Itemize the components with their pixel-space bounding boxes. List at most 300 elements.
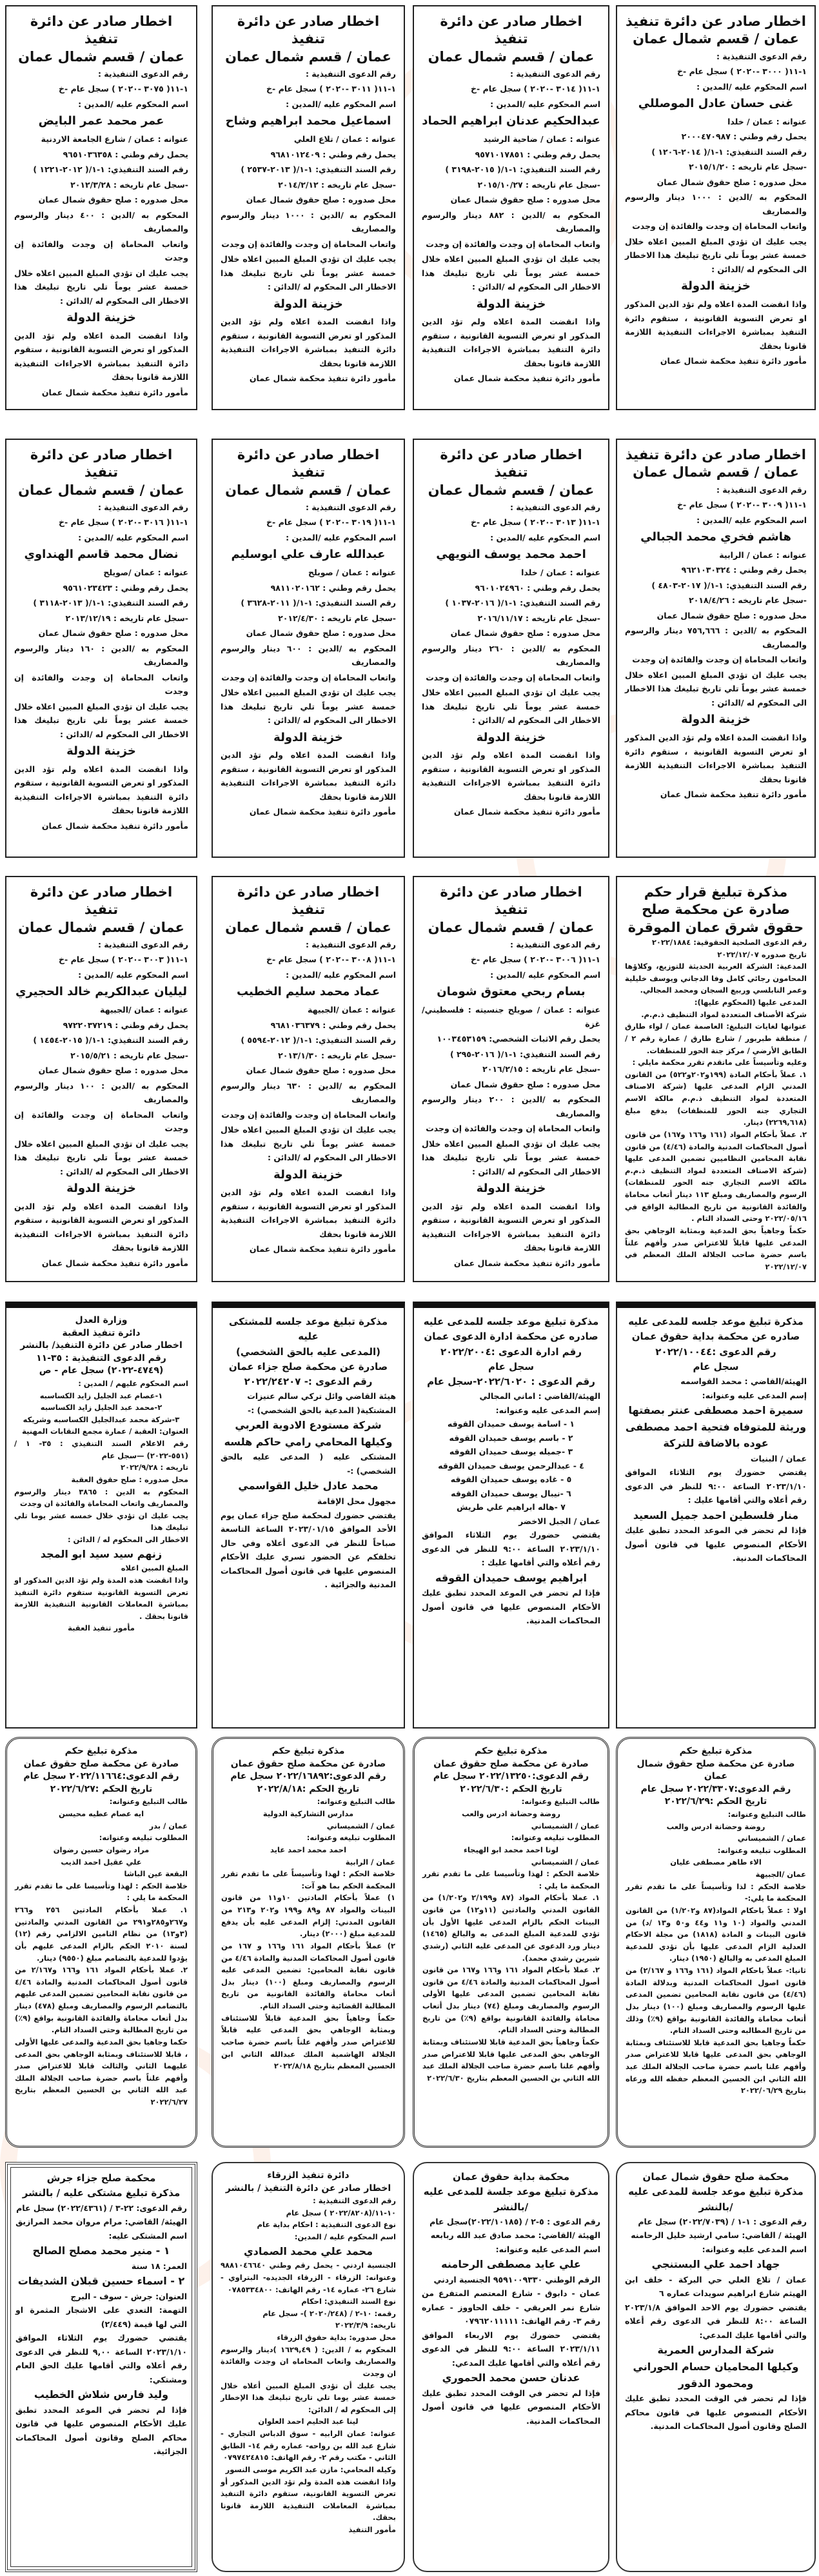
label: يحمل رقم وطني :	[115, 1020, 188, 1030]
bond-date	[422, 178, 600, 192]
bond-number	[14, 163, 188, 177]
notice-text: تاريخ صدوره ٢٠٢٢/١٢/٠٧	[717, 949, 807, 959]
label: يحمل رقم وطني :	[527, 582, 600, 593]
label: عنوانه :	[568, 1005, 600, 1015]
issuing-court	[625, 609, 807, 623]
label: -سجل عام	[354, 1050, 396, 1060]
notice-heading: صادرة عن محكمة صلح حقوق شمال عمان	[636, 1758, 795, 1782]
issuing-court	[221, 1064, 396, 1078]
notice-heading: مذكرة تبليغ مشتكى عليه / بالنشر	[22, 2187, 181, 2199]
creditor-name	[221, 295, 396, 314]
case-number-value: ٣٠١٣ -٢٠٢٠	[530, 517, 576, 528]
bond-date	[14, 611, 188, 626]
notice-text: يجب عليك ان تؤدي خلال خمسه عشر يوما تلي تبليغك هذا	[14, 1511, 188, 1532]
debt-amount-value: ١٠٠٠	[285, 210, 305, 220]
warning-text: واذا انقضت المدة اعلاه ولم تؤد الدين المذكور او تعرض التسوية القانونية ، ستقوم دائرة التنفيذ بمباشرة الاجراءات التنفيذية اللازمة قانونا بحقك	[221, 750, 396, 802]
party-name: مراد رضوان حسين رضوان	[53, 1845, 150, 1854]
court-notice	[413, 1737, 609, 2148]
warning-text	[422, 1200, 600, 1255]
payment-notice-text: يجب عليك ان تؤدي المبلغ المبين اعلاه خلال خمسة عشر يوماً تلي تاريخ تبليغك هذا الاخطار الى المحكوم له /الدائن :	[221, 688, 396, 726]
officer-signature-text: مأمور دائرة تنفيذ محكمة شمال عمان	[41, 1258, 188, 1268]
notice-subtitle	[625, 30, 807, 48]
bond-date	[625, 160, 807, 174]
notice-heading: رقم الدعوى :- ٢٠٢٢/٢٤٢٠٧	[244, 1376, 373, 1387]
suffix: )	[241, 1035, 245, 1045]
fees-text: واتعاب المحاماة إن وجدت والفائدة إن وجدت	[632, 655, 807, 665]
party-name: سميرة احمد مصطفى عنتر بصفتها وريثة للمتوفاه فتحية احمد مصطفى عوده بالاضافة للتركة	[625, 1404, 807, 1450]
debt-amount-value: ٨٨٢	[489, 210, 504, 220]
creditor-name-value: خزينة الدولة	[273, 730, 343, 744]
notice-text: المحكوم به الدين : ٣٨٦٥ دينار والرسوم والمصاريف واتعاب المحاماة والفائدة ان وجدت	[14, 1487, 188, 1509]
fees-text: واتعاب المحاماة إن وجدت والفائدة إن وجدت	[632, 221, 807, 232]
officer-signature-text: مأمور دائرة تنفيذ محكمة شمال عمان	[453, 807, 600, 817]
label: اسم المحكوم عليه /المدين :	[696, 81, 807, 92]
payment-notice-text: يجب عليك ان تؤدي المبلغ المبين اعلاه خلال خمسة عشر يوماً تلي تاريخ تبليغك هذا الاخطار الى المحكوم له /الدائن :	[625, 669, 807, 708]
payment-notice-text: يجب عليك ان تؤدي المبلغ المبين اعلاه خلال خمسة عشر يوماً تلي تاريخ تبليغك هذا الاخطار الى المحكوم له /الدائن :	[422, 688, 600, 726]
label: اسم المحكوم عليه /المدين :	[696, 515, 807, 525]
notice-text: الهيئة/ القاضي: مرام مروان محمد المرازيق	[15, 2217, 187, 2226]
address-value: عمان / صويلح	[308, 568, 363, 578]
suffix: ) سجل عام -خ	[677, 500, 734, 510]
court-notice	[616, 2162, 816, 2572]
label: رقم الدعوى التنفيذية :	[97, 502, 188, 512]
label: تاريخه :	[321, 1050, 352, 1060]
prefix: ١-١١(	[578, 955, 600, 965]
fees-text	[422, 1122, 600, 1136]
label: تاريخه :	[321, 179, 352, 190]
fees-text	[221, 671, 396, 685]
court-notice	[212, 1737, 405, 2148]
notice-text: واذا انقضت هذه المدة ولم تؤد الدين المذكور او تعرض التسوية القانونية ستقوم دائرة التنفيذ بمباشرة المعاملات القانونية التنفيذية اللازمة قانونا بحقك .	[14, 1575, 188, 1621]
notice-text: واذا انقضت هذه المدة ولم تؤد الدين المذكور أو تعرض التسوية القانونية، ستقوم دائرة التنفيذ بمباشرة المعاملات التنفيذية اللازمة قانونا بحقك.	[221, 2477, 396, 2522]
notice-text: يقتضي حضورك يوم الثلاثاء الموافق ٢٠٢٣/١/١٠ الساعة ٩:٠٠ للنظر في الدعوى رقم أعلاه والتي أقامها عليك :	[625, 1467, 807, 1505]
label: تاريخه :	[113, 613, 144, 623]
label: رقم الدعوى التنفيذية :	[716, 484, 807, 495]
subtitle-line: عمان / قسم شمال عمان	[18, 482, 184, 498]
debt-amount-value: ٢٠٠	[489, 1095, 504, 1105]
issuing-court	[625, 175, 807, 190]
label: عنوانه :	[569, 134, 600, 144]
suffix: دينار والرسوم والمصاريف	[625, 192, 807, 216]
payment-notice	[14, 266, 188, 308]
bond-number-value: ٢٠١١-٣٦٢٨	[247, 598, 290, 608]
notice-heading: صادرة عن محكمة صلح حقوق عمان	[230, 1758, 386, 1769]
address	[221, 132, 396, 146]
fees-text: واتعاب المحاماة إن وجدت والفائدة إن وجدت	[426, 1124, 600, 1134]
party-name: ٣ -جميله يوسف حميدان القوقه	[449, 1447, 573, 1457]
warning-text	[422, 315, 600, 370]
notice-title	[221, 446, 396, 482]
address-value: عمان /الجبيهة	[308, 1005, 363, 1015]
notice-text: وكيله المحامي: مازن عبد الكريم موسى النسور	[225, 2464, 396, 2474]
label: رقم السند التنفيذي: ١-١/(	[704, 146, 807, 157]
creditor-name	[221, 729, 396, 748]
court-notice	[5, 1302, 197, 1729]
bond-date	[221, 1049, 396, 1063]
national-id	[422, 581, 600, 595]
label: عنوانه :	[776, 116, 807, 126]
notice-title	[422, 884, 600, 919]
fees-text: واتعاب المحاماة إن وجدت والفائدة إن وجدت	[426, 672, 600, 682]
bond-number	[625, 145, 807, 159]
label: المحكوم به /الدين :	[310, 210, 396, 220]
issuing-court-text: محل صدوره : صلح حقوق شمال عمان	[38, 628, 188, 639]
warning-text: واذا انقضت المدة اعلاه ولم تؤد الدين المذكور او تعرض التسوية القانونية ، ستقوم دائرة التنفيذ بمباشرة الاجراءات التنفيذية اللازمة قانونا بحقك	[625, 299, 807, 351]
label: -سجل عام	[146, 613, 188, 623]
case-number	[221, 953, 396, 967]
suffix: ) سجل عام -خ	[59, 517, 115, 528]
notice-text: عمان / الجبل الاخضر	[518, 1516, 600, 1526]
case-number-value: ٣٠١٩ -٢٠٢٠	[326, 517, 371, 528]
officer-signature-text: مأمور دائرة تنفيذ محكمة شمال عمان	[249, 373, 396, 384]
notice-text: المشتكية( المدعية بالحق الشخصي) :-	[248, 1405, 396, 1415]
party-name: ايه عصام عطيه محيسن	[58, 1809, 144, 1818]
debtor-name	[422, 112, 600, 131]
notice-text: المطلوب تبليغه وعنوانه:	[99, 1833, 188, 1843]
notice-text: عمان / الشميساني	[737, 1834, 806, 1843]
notice-text: اولا : عملاً باحكام المواد(٨٧ و١/٢٠٢) من القانون المدني والمواد (١٠ و١١ و٤٤ و٥٠ و١٣ /د) من قانون البينات و المادة (١٨١٨) من مجلة الاحكام العدلية الزام المدعى عليها بأن تؤدي للمدعية المبلغ المدعى به والبالغ (١٩٥٠) دينار.	[626, 1905, 807, 1963]
notice-text: إسم المدعى عليه وعنوانه:	[702, 1390, 807, 1400]
suffix: )	[241, 164, 245, 175]
officer-signature	[422, 1256, 600, 1271]
subtitle-line: عمان / قسم شمال عمان	[428, 48, 595, 64]
notice-text: خلاصة الحكم : لهذا وتأسيسا على ما تقدم تقرر المحكمة ما يلي :	[15, 1881, 188, 1903]
suffix: )	[651, 580, 656, 590]
bond-number	[422, 1047, 600, 1062]
suffix: دينار والرسوم والمصاريف	[221, 643, 396, 668]
address	[625, 548, 807, 562]
officer-signature-text: مأمور دائرة تنفيذ محكمة شمال عمان	[660, 356, 807, 366]
party-name: احمد محمد احمد عايد	[270, 1845, 347, 1854]
officer-signature-text: مأمور دائرة تنفيذ محكمة شمال عمان	[41, 387, 188, 397]
notice-text: شركة الأصناف المتعددة لمواد التنظيف ذ.م.م.	[641, 1009, 807, 1019]
payment-notice	[221, 1123, 396, 1165]
suffix: ) سجل عام -خ	[266, 955, 323, 965]
fees-text: واتعاب المحاماة إن وجدت والفائدة إن وجدت	[426, 239, 600, 249]
label: رقم السند التنفيذي: ١-١/(	[293, 598, 396, 608]
notice-text: اسم المدعى عليه وعنوانه:	[702, 2244, 807, 2254]
issuing-court	[14, 193, 188, 207]
payment-notice	[422, 686, 600, 728]
suffix: )	[449, 1049, 454, 1059]
officer-signature	[422, 805, 600, 819]
title-line: اخطار صادر عن دائرة تنفيذ	[30, 884, 173, 918]
court-notice	[5, 1737, 197, 2148]
label: -سجل عام	[558, 613, 600, 623]
bond-date-value: ٢٠١٣/١٢/١٩	[65, 613, 111, 623]
label: اسم المحكوم عليه /المدين :	[490, 99, 600, 109]
party-name: ١ - منير محمد مصلح الصالح	[32, 2244, 170, 2257]
party-name: زنهم سيد سيد ابو المجد	[40, 1547, 163, 1560]
party-name: الاء طاهر مصطفى عليان	[670, 1858, 762, 1867]
case-number-value: ٣٠٧٥ -٢٠٢٠	[118, 84, 164, 94]
notice-title	[221, 13, 396, 48]
creditor-name	[14, 1180, 188, 1198]
party-name: علي عايد مصطفى الرحامنه	[441, 2258, 581, 2271]
case-label	[14, 67, 188, 81]
notice-heading: صادرة عن محكمة صلح حقوق عمان	[23, 1758, 179, 1769]
fees-text: واتعاب المحاماة إن وجدت والفائدة إن وجدت	[221, 239, 396, 249]
issuing-court	[422, 626, 600, 640]
notice-text: يقتضي حضورك يوم الثلاثاء الموافق ٢٠٢٣/١/١٠ الساعة ٩,٠٠ للنظر في الدعوى رقم أعلاه والتي أقامها عليك الحق العام ومشتكي:	[15, 2333, 187, 2384]
label: رقم السند التنفيذي: ١-١/(	[293, 1035, 396, 1045]
debt-amount-value: ١٦٠	[80, 643, 95, 653]
bond-date-value: ٢٠١٥/٥/٢١	[70, 1050, 111, 1060]
notice-heading: محكمة صلح حقوق شمال عمان	[642, 2171, 789, 2183]
notice-text: فإذا لم تحضر في الموعد المحدد تطبق عليك الأحكام المنصوص عليها في قانون أصول المحاكمات المدنية.	[625, 1525, 807, 1563]
notice-text: فإذا لم تحضر في الوقت المحدد تطبق عليك الأحكام المنصوص عليها في قانون أصول المحاكمات المدنية.	[422, 2388, 600, 2426]
notice-text: الهيئة / القاضي: سامي ارشيد خليل الرحامنه	[631, 2230, 807, 2241]
notice-text: محل صدوره: بداية حقوق الزرقاء	[277, 2333, 396, 2343]
case-number	[422, 515, 600, 530]
notice-subtitle	[14, 919, 188, 936]
debtor-name-value: اسماعيل محمد ابراهيم وشاح	[225, 114, 391, 128]
debtor-name	[221, 983, 396, 1002]
notice-heading: سجل عام	[693, 1360, 739, 1372]
notice-text: طالب التبليغ وعنوانه:	[521, 1797, 600, 1807]
notice-title	[422, 13, 600, 48]
party-name: وليد فارس شلاش الخطيب	[34, 2388, 169, 2401]
national-id-value: ٩٦٨١٠٣٦٣٧٩	[270, 1020, 320, 1030]
bond-date	[422, 1062, 600, 1076]
bond-date	[221, 611, 396, 626]
fees-text: واتعاب المحاماة إن وجدت والفائدة إن وجدت	[14, 239, 188, 263]
prefix: ١-١١(	[578, 517, 600, 528]
party-name: ٦ -نيبال يوسف حميدان القوقه	[451, 1488, 571, 1498]
national-id-value: ٩٦٥١٠٣٦٣٥٨	[63, 149, 112, 159]
execution-notice	[5, 5, 197, 410]
debt-amount	[14, 1079, 188, 1107]
bond-number-value: ٢٠١٤-١٢٠٦	[658, 146, 701, 157]
fees-text	[14, 1108, 188, 1136]
notice-heading: اخطار صادر عن دائرة التنفيذ/ بالنشر	[20, 1340, 183, 1351]
payment-notice	[625, 668, 807, 710]
notice-heading: مذكرة تبليغ حكم	[64, 1746, 138, 1756]
party-name: ٢ - اسماء حسين قبلان الشديفات	[17, 2275, 185, 2288]
fees-text: واتعاب المحاماة إن وجدت والفائدة إن وجدت	[14, 672, 188, 697]
notice-text: يقتضي حضورك يوم الثلاثاء الموافق ٢٠٢٣/١/١٠ الساعة ٩:٠٠ للنظر في الدعوى رقم أعلاه والتي أقامها عليك :	[422, 1530, 600, 1568]
bond-number-value: ٢٠١٢-١٢٢١	[39, 164, 83, 175]
notice-heading: صادرة عن محكمة صلح جزاء عمان	[228, 1360, 388, 1372]
notice-text: رقم الدعوى الصلحية الحقوقية: ٢٠٢٢/١٨٨٤	[651, 937, 807, 947]
court-notice	[616, 1737, 816, 2148]
debtor-name	[221, 112, 396, 131]
notice-text: المطلوب تبليغه وعنوانه:	[511, 1833, 600, 1843]
label: عنوانه :	[365, 134, 396, 144]
notice-heading: محكمة بداية حقوق عمان	[453, 2171, 569, 2183]
label: اسم المحكوم عليه /المدين :	[286, 99, 396, 109]
court-notice	[413, 2162, 609, 2572]
subtitle-line: عمان / قسم شمال عمان	[225, 482, 391, 498]
label: المحكوم به /الدين :	[511, 643, 600, 653]
notice-text: ١) عملاً بأحكام المادتين ١٠و١١ من قانون البينات والمواد ٨٧ و٨٩ و١٩٩ و٢٠٢ و٢١٣ من القانون المدني: إلزام المدعى عليه بأن يدفع للمدعية مبلغ (٢٠٠٠) دينار.	[221, 1893, 396, 1939]
bond-date-value: ٢٠١٦/١١/١٧	[477, 613, 523, 623]
label: تاريخه :	[732, 595, 763, 606]
notice-text: ٢. عملاً بأحكام المواد (١٦١ و١٦٦ و١٦٧) من قانون أصول المحاكمات المدنية والمادة (٤/٤٦) من قانون نقابة المحامين النظاميين تضمين المدعى عليها (شركة الاصناف المتعددة لمواد التنظيف ذ.م.م مالكة الاسم التجاري جنه الحور للمنظفات) الرسوم والمصاريف ومبلغ ١١٣ دينار أتعاب محاماة والفائدة القانونية من تاريخ المطالبة الواقع في ٢٠٢٢/٠٥/١٦ وحتى السداد التام .	[625, 1129, 807, 1224]
creditor-name-value: خزينة الدولة	[273, 1167, 343, 1182]
bond-number-value: ٢٠١٦-١٠٣٧	[451, 598, 495, 608]
bond-date	[625, 593, 807, 608]
officer-signature-text: مأمور دائرة تنفيذ محكمة شمال عمان	[41, 820, 188, 831]
label: -سجل عام	[354, 179, 396, 190]
suffix: )	[651, 146, 656, 157]
notice-text: يجب عليك أن تؤدي المبلغ المبين أعلاه خلال خمسة عشر يوما تلي تاريخ تبليغك هذا الإخطار إلى المحكوم له / الدائن:	[221, 2381, 396, 2414]
debt-amount	[625, 624, 807, 651]
case-number-value: ٣٠٠٩ -٢٠٢٠	[736, 500, 782, 510]
debtor-name-value: نضال محمد قاسم الهنداوي	[24, 548, 179, 562]
notice-text: خلاصة الحكم : لهذا وتأسيساً على ما تقدم تقرر المحكمة الحكم بما هو آت:	[221, 1869, 395, 1890]
creditor-name-value: خزينة الدولة	[476, 730, 546, 744]
address	[14, 132, 188, 146]
label: رقم الدعوى التنفيذية :	[305, 68, 396, 79]
debtor-label	[422, 531, 600, 545]
notice-heading: مذكرة تبليغ حكم	[679, 1746, 753, 1756]
payment-notice	[221, 252, 396, 294]
label: رقم السند التنفيذي: ١-١/(	[704, 580, 807, 590]
notice-text: نوع السند التنفيذي: احكام	[301, 2297, 396, 2306]
notice-title	[14, 446, 188, 482]
debt-amount-value: ٧٥٦,٦٦٦	[687, 626, 720, 636]
notice-text: فإذا لم تحضر في الموعد المحدد تطبق عليك الأحكام المنصوص عليها في قانون محاكم الصلح وقانون أصول المحاكمات الجزائية.	[15, 2404, 187, 2457]
debt-amount	[422, 208, 600, 236]
notice-heading: دائرة تنفيذ العقبة	[62, 1327, 141, 1338]
party-name: منار فلسطين احمد جميل السعيد	[633, 1509, 799, 1521]
debt-amount	[422, 1093, 600, 1120]
party-name: وكيلها المحامي رامي حاكم هلسه	[224, 1435, 393, 1448]
label: عنوانه :	[157, 134, 188, 144]
fees-text: واتعاب المحاماة إن وجدت والفائدة إن وجدت	[14, 1109, 188, 1134]
label: -سجل عام	[765, 595, 807, 606]
notice-heading: سجل عام	[488, 1360, 535, 1372]
notice-text: حكماً وجاهياً بحق المدعية قابلاً للاستئناف وبمثابة الوجاهي بحق المدعى عليه قابلاً للاعتراض صدر وأفهم علناً باسم حضرة صاحب الجلالة الهاشمية الملك عبدالله الثاني ابن الحسين المعظم بتاريخ ٢٠٢٢/٨/١٨	[221, 2013, 395, 2071]
subtitle-line: عمان / قسم شمال عمان	[18, 48, 184, 64]
warning-text	[14, 762, 188, 818]
bond-number	[422, 163, 600, 177]
debtor-name	[221, 546, 396, 564]
debtor-name-value: بسام ربحي معتوق شومان	[437, 985, 586, 999]
label: رقم الدعوى التنفيذية :	[509, 68, 600, 79]
debt-amount-value: ١٠٠	[80, 1080, 95, 1091]
issuing-court	[221, 193, 396, 207]
title-line: اخطار صادر عن دائرة تنفيذ	[30, 14, 173, 47]
debtor-label	[221, 97, 396, 112]
notice-text: المطلوب تبليغه وعنوانه:	[306, 1833, 395, 1843]
suffix: دينار والرسوم والمصاريف	[14, 1080, 188, 1105]
suffix: )	[445, 598, 449, 608]
notice-text: التهمة: التعدي على الاشجار المثمرة او التي لها قيمة (٢/٤٤٩)	[15, 2305, 187, 2329]
title-line: اخطار صادر عن دائرة تنفيذ	[626, 14, 806, 29]
case-label	[14, 500, 188, 515]
notice-subtitle	[422, 48, 600, 66]
notice-subtitle	[221, 919, 396, 936]
label: يحمل رقم وطني :	[322, 582, 396, 593]
notice-text: الهيئة/القاضي : اماني المجالي	[479, 1391, 600, 1402]
label: يحمل رقم وطني :	[733, 565, 807, 575]
notice-text: الهيئة /القاضي: محمد صادق عبد الله ربابعه	[430, 2230, 600, 2241]
debt-amount	[221, 642, 396, 669]
payment-notice-text: يجب عليك ان تؤدي المبلغ المبين اعلاه خلال خمسة عشر يوماً تلي تاريخ تبليغك هذا الاخطار الى المحكوم له /الدائن :	[221, 1125, 396, 1163]
label: اسم المحكوم عليه /المدين :	[286, 532, 396, 542]
label: رقم الدعوى التنفيذية :	[509, 939, 600, 949]
notice-heading: تاريخ الحكم :٢٠٢٢/٦/٢٧	[50, 1783, 153, 1794]
label: اسم المحكوم عليه /المدين :	[78, 532, 188, 542]
debtor-name	[625, 528, 807, 547]
address-value: عمان / صويلح جنسيته : فلسطيني/غزة	[422, 1005, 600, 1029]
court-notice	[413, 1302, 609, 1729]
suffix: ) سجل عام -خ	[471, 517, 528, 528]
notice-text: طالب التبليغ وعنوانه:	[727, 1809, 806, 1819]
payment-notice	[14, 1137, 188, 1179]
notice-heading: تاريخ الحكم :٢٠٢٢/٦/٣٠	[460, 1783, 562, 1794]
title-line: اخطار صادر عن دائرة تنفيذ	[440, 447, 582, 481]
warning-text: واذا انقضت المدة اعلاه ولم تؤد الدين المذكور او تعرض التسوية القانونية ، ستقوم دائرة التنفيذ بمباشرة الاجراءات التنفيذية اللازمة قانونا بحقك	[221, 317, 396, 368]
bond-date	[422, 611, 600, 626]
bond-number	[14, 596, 188, 610]
national-id	[625, 130, 807, 144]
creditor-name	[14, 309, 188, 328]
notice-text: البقعة عين الباشا	[124, 1869, 188, 1879]
fees-text	[625, 219, 807, 233]
national-id	[422, 148, 600, 162]
label: المحكوم به /الدين :	[308, 1080, 396, 1091]
case-label	[422, 938, 600, 952]
warning-text	[14, 1200, 188, 1255]
bond-date-value: ٢٠١٤/٢/١٢	[278, 179, 319, 190]
notice-text: عمان / الشميساني	[326, 1821, 395, 1830]
label: تاريخه :	[732, 162, 763, 172]
case-number-value: ٣٠١١ -٢٠٢٠	[326, 84, 371, 94]
subtitle-line: عمان / قسم شمال عمان	[633, 464, 799, 481]
notice-text: عمان /الجبيهة	[755, 1870, 806, 1879]
prefix: ١-١١(	[785, 66, 807, 77]
party-name: شركة المدارس العمرية	[657, 2344, 775, 2357]
prefix: ١-١١(	[785, 500, 807, 510]
party-name: ٢ - باسم يوسف حميدان القوقه	[449, 1432, 573, 1443]
address	[14, 1003, 188, 1017]
creditor-name-value: خزينة الدولة	[681, 279, 751, 293]
bond-date-value: ٢٠١٥/١٠/٢٧	[477, 179, 523, 190]
case-number	[14, 953, 188, 967]
debt-amount-value: ١٠٠٠	[691, 192, 712, 203]
payment-notice	[14, 700, 188, 742]
label: رقم السند التنفيذي: ١-١/(	[497, 1049, 600, 1059]
notice-text: رقمه: ١٠-٢ / (٢٠٢٠/٢٤٨ )- سجل عام	[262, 2308, 396, 2318]
payment-notice-text: يجب عليك ان تؤدي المبلغ المبين اعلاه خلال خمسة عشر يوماً تلي تاريخ تبليغك هذا الاخطار الى المحكوم له /الدائن :	[221, 254, 396, 292]
label: المحكوم به /الدين :	[101, 210, 188, 220]
fees-text	[221, 237, 396, 252]
case-number	[625, 64, 807, 79]
case-number	[422, 953, 600, 967]
label: -سجل عام	[146, 1050, 188, 1060]
party-name: مدارس التشاركية الدولية	[262, 1809, 354, 1818]
officer-signature	[221, 372, 396, 386]
notice-text: العنوان: العقبة / عمارة مجمع النقابات المهنية	[22, 1427, 188, 1436]
notice-heading: مذكرة تبليغ قرار حكم صادرة عن محكمة صلح حقوق شرق عمان الموقرة	[627, 884, 804, 935]
notice-text: عمان / البنيات	[750, 1453, 807, 1463]
notice-text: عمان / بدر	[149, 1821, 188, 1830]
notice-heading: مذكرة تبليغ موعد جلسه للمدعى عليه صادره عن محكمة ادارة الدعوى عمان	[423, 1316, 599, 1343]
fees-text	[625, 653, 807, 667]
label: اسم المحكوم عليه /المدين :	[78, 99, 188, 109]
notice-text: فإذا لم تحضر في الوقت المحدد تطبق عليك الأحكام المنصوص عليها في قانون محاكم الصلح وقانون أصول المحاكمات المدنية.	[625, 2393, 807, 2432]
notice-title	[14, 884, 188, 919]
address	[221, 566, 396, 580]
address	[422, 1003, 600, 1031]
fees-text	[221, 1108, 396, 1122]
suffix: دينار والرسوم والمصاريف	[14, 210, 188, 234]
notice-heading: مذكرة تبليغ حكم	[475, 1746, 548, 1756]
suffix: ) سجل عام -خ	[266, 84, 323, 94]
